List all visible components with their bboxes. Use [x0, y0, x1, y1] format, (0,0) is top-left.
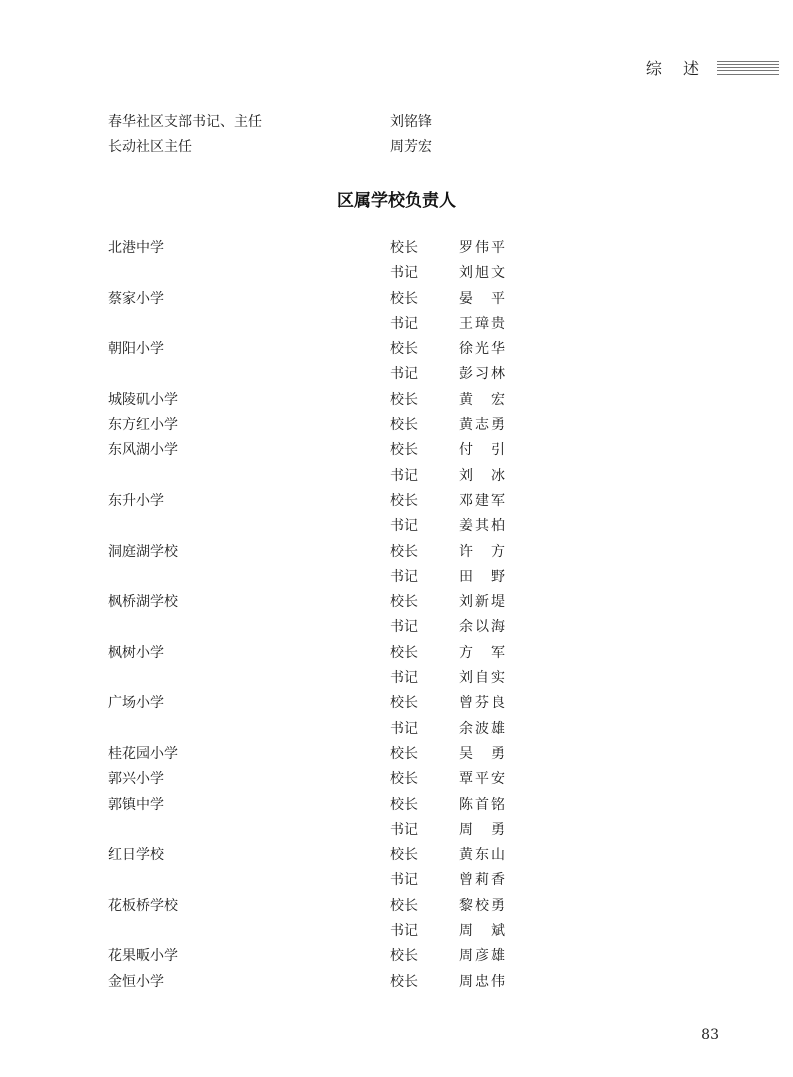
table-row [108, 793, 708, 818]
table-row [108, 362, 708, 387]
header-rule-lines [717, 61, 779, 75]
person-name: 周斌 [459, 923, 505, 940]
table-row [108, 691, 708, 716]
person-name: 许方 [459, 543, 505, 560]
school-name: 红日学校 [108, 847, 164, 864]
person-name: 黎校勇 [459, 897, 505, 914]
table-row [108, 565, 708, 590]
role-title: 校长 [390, 543, 418, 560]
school-name: 城陵矶小学 [108, 391, 178, 408]
role-title: 校长 [390, 594, 418, 611]
community-entry-row [108, 135, 708, 160]
table-row [108, 337, 708, 362]
table-row [108, 868, 708, 893]
school-name: 东升小学 [108, 492, 164, 509]
person-name: 周彦雄 [459, 948, 505, 965]
person-name: 周芳宏 [390, 139, 432, 155]
school-name: 洞庭湖学校 [108, 543, 178, 560]
person-name: 罗伟平 [459, 240, 505, 256]
role-title: 书记 [390, 670, 418, 687]
role-title: 校长 [390, 847, 418, 864]
role-title: 校长 [390, 796, 418, 813]
table-row [108, 970, 708, 995]
table-row [108, 742, 708, 767]
role-title: 书记 [390, 467, 418, 484]
person-name: 周勇 [459, 821, 505, 838]
community-entry-row [108, 110, 708, 135]
role-title: 校长 [390, 391, 418, 408]
header-title: 综 述 [645, 59, 707, 78]
person-name: 余以海 [459, 619, 505, 636]
table-row [108, 944, 708, 969]
school-name: 枫桥湖学校 [108, 594, 178, 611]
table-row [108, 540, 708, 565]
person-name: 周忠伟 [459, 973, 505, 990]
school-name: 花板桥学校 [108, 897, 178, 914]
table-row [108, 236, 708, 261]
person-name: 方军 [459, 644, 505, 661]
role-title: 书记 [390, 265, 418, 282]
role-title: 校长 [390, 973, 418, 990]
table-row [108, 514, 708, 539]
community-position: 春华社区支部书记、主任 [108, 114, 262, 130]
table-row [108, 464, 708, 489]
person-name: 晏平 [459, 290, 505, 307]
table-row [108, 919, 708, 944]
person-name: 付引 [459, 442, 505, 459]
person-name: 姜其柏 [459, 518, 505, 535]
table-row [108, 590, 708, 615]
table-row [108, 261, 708, 286]
role-title: 书记 [390, 923, 418, 940]
table-row [108, 818, 708, 843]
school-leaders-table [108, 236, 708, 995]
role-title: 校长 [390, 644, 418, 661]
person-name: 黄宏 [459, 391, 505, 408]
role-title: 校长 [390, 948, 418, 965]
school-name: 郭兴小学 [108, 771, 164, 788]
community-position: 长动社区主任 [108, 139, 192, 155]
school-name: 蔡家小学 [108, 290, 164, 307]
table-row [108, 489, 708, 514]
section-title: 区属学校负责人 [337, 191, 456, 211]
table-row [108, 843, 708, 868]
person-name: 曾莉香 [459, 872, 505, 889]
table-row [108, 312, 708, 337]
community-leaders-list [108, 110, 708, 160]
person-name: 黄东山 [459, 847, 505, 864]
person-name: 陈首铭 [459, 796, 505, 813]
person-name: 彭习林 [459, 366, 505, 383]
page-number: 83 [701, 1027, 719, 1043]
school-name: 金恒小学 [108, 973, 164, 990]
role-title: 书记 [390, 872, 418, 889]
school-name: 东风湖小学 [108, 442, 178, 459]
school-name: 枫树小学 [108, 644, 164, 661]
person-name: 曾芬良 [459, 695, 505, 712]
school-name: 北港中学 [108, 240, 164, 256]
role-title: 书记 [390, 821, 418, 838]
role-title: 书记 [390, 720, 418, 737]
role-title: 书记 [390, 366, 418, 383]
role-title: 校长 [390, 492, 418, 509]
table-row [108, 615, 708, 640]
school-name: 桂花园小学 [108, 745, 178, 762]
person-name: 王璋贵 [459, 315, 505, 332]
person-name: 刘冰 [459, 467, 505, 484]
person-name: 邓建军 [459, 492, 505, 509]
table-row [108, 767, 708, 792]
person-name: 田野 [459, 568, 505, 585]
table-row [108, 413, 708, 438]
school-name: 郭镇中学 [108, 796, 164, 813]
school-name: 东方红小学 [108, 417, 178, 434]
table-row [108, 438, 708, 463]
school-name: 广场小学 [108, 695, 164, 712]
running-header [646, 56, 779, 79]
table-row [108, 666, 708, 691]
table-row [108, 641, 708, 666]
person-name: 刘自实 [459, 670, 505, 687]
person-name: 刘新堤 [459, 594, 505, 611]
role-title: 书记 [390, 619, 418, 636]
table-row [108, 717, 708, 742]
role-title: 书记 [390, 518, 418, 535]
table-row [108, 388, 708, 413]
person-name: 徐光华 [459, 341, 505, 358]
role-title: 校长 [390, 771, 418, 788]
role-title: 校长 [390, 290, 418, 307]
table-row [108, 287, 708, 312]
school-name: 朝阳小学 [108, 341, 164, 358]
role-title: 校长 [390, 240, 418, 256]
role-title: 校长 [390, 897, 418, 914]
role-title: 书记 [390, 315, 418, 332]
table-row [108, 894, 708, 919]
person-name: 刘旭文 [459, 265, 505, 282]
role-title: 校长 [390, 745, 418, 762]
person-name: 吴勇 [459, 745, 505, 762]
role-title: 校长 [390, 341, 418, 358]
role-title: 校长 [390, 695, 418, 712]
role-title: 书记 [390, 568, 418, 585]
person-name: 刘铭锋 [390, 114, 432, 130]
school-name: 花果畈小学 [108, 948, 178, 965]
person-name: 覃平安 [459, 771, 505, 788]
person-name: 黄志勇 [459, 417, 505, 434]
person-name: 余波雄 [459, 720, 505, 737]
role-title: 校长 [390, 417, 418, 434]
role-title: 校长 [390, 442, 418, 459]
